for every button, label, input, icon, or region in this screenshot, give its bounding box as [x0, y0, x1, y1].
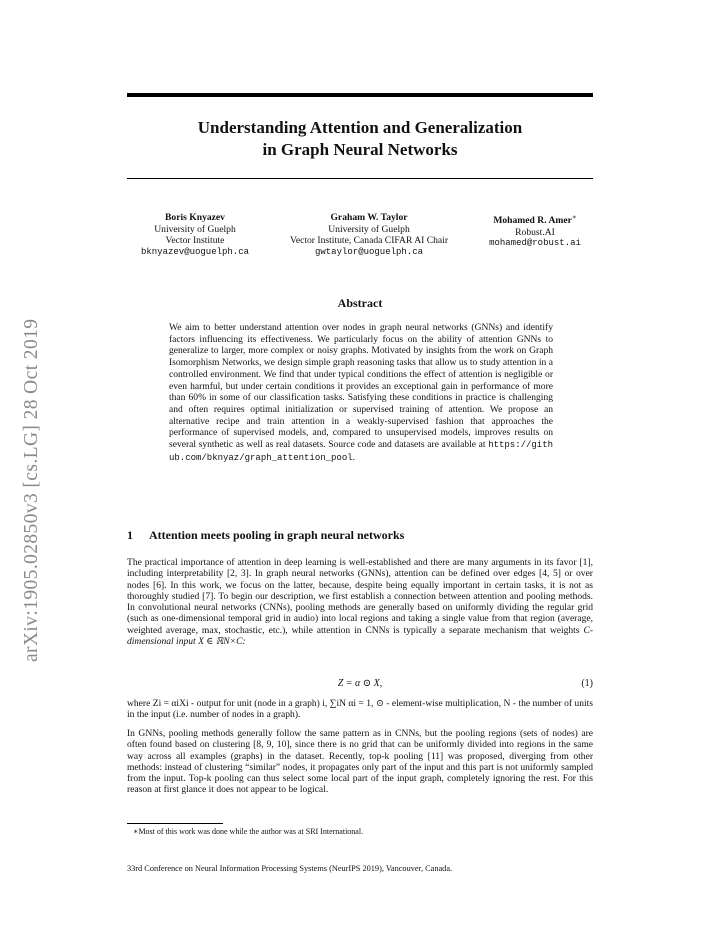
author-name: Graham W. Taylor: [330, 212, 408, 223]
title-line-1: Understanding Attention and Generalization: [197, 118, 523, 137]
author-name: Boris Knyazev: [165, 212, 225, 223]
section-number: 1: [127, 528, 133, 542]
author-name: Mohamed R. Amer∗: [493, 213, 577, 227]
author-block-2: [266, 212, 472, 258]
title-line-2: in Graph Neural Networks: [262, 140, 458, 159]
author-email: gwtaylor@uoguelph.ca: [314, 246, 424, 257]
abstract-body: We aim to better understand attention over nodes in graph neural networks (GNNs) and identify factors influencing its effectiveness. We particularly focus on the ability of attention GNNs to generalize to larger, more complex or noisy graphs. Motivated by insights from the work on Graph Isomorphism Networks, we design simple graph reasoning tasks that allow us to study attention in a controlled environment. We find that under typical conditions the effect of attention is negligible or even harmful, but under certain conditions it provides an exceptional gain in performance of more than 60% in some of our classification tasks. Satisfying these conditions in practice is challenging and often requires optimal initialization or supervised training of attention. We propose an alternative recipe and train attention in a weakly-supervised fashion that approaches the performance of supervised models, and, compared to unsupervised models, improves results on several synthetic as well as real datasets. Source code and datasets are available at https://github.com/bknyaz/graph_attention_pool.: [169, 322, 553, 463]
author-affiliation: University of Guelph: [328, 223, 410, 235]
footnote-marker: ∗: [571, 213, 577, 221]
author-block-1: [127, 212, 263, 258]
footnote: ∗Most of this work was done while the author was at SRI International.: [133, 827, 364, 836]
inline-math: C-dimensional input X ∈ ℝN×C:: [127, 624, 594, 648]
section-heading: [127, 528, 404, 543]
author-affiliation: University of Guelph: [154, 223, 236, 235]
author-affiliation: Vector Institute: [165, 235, 225, 247]
where-clause: where Zi = αiXi - output for unit (node in a graph) i, ∑iN αi = 1, ⊙ - element-wise multiplication, N - the number of units in the input (i.e. number of nodes in a graph).: [127, 698, 593, 721]
author-email: bknyazev@uoguelph.ca: [140, 246, 250, 257]
equation-number: (1): [581, 678, 593, 689]
section-title: Attention meets pooling in graph neural networks: [149, 528, 405, 542]
author-email: mohamed@robust.ai: [489, 238, 581, 249]
footnote-rule: [127, 823, 223, 824]
paragraph-1: The practical importance of attention in deep learning is well-established and there are many arguments in its favor [1], including interpretability [2, 3]. In graph neural networks (GNNs), attention can be defined over edges [4, 5] or over nodes [6]. In this work, we focus on the latter, because, despite being equally important in certain tasks, it is not as thoroughly studied [7]. To begin our description, we first establish a connection between attention and pooling methods. In convolutional neural networks (CNNs), pooling methods are generally based on uniformly dividing the regular grid (such as one-dimensional temporal grid in audio) into local regions and taking a single value from that region (average, weighted average, max, stochastic, etc.), while attention in CNNs is typically a separate mechanism that weights C-dimensional input X ∈ ℝN×C:: [127, 557, 594, 648]
abstract-heading: Abstract: [337, 296, 383, 310]
author-block-3: [476, 212, 594, 250]
title-top-rule: [127, 93, 593, 97]
equation-body: Z = α ⊙ X,: [337, 678, 383, 689]
author-affiliation: Vector Institute, Canada CIFAR AI Chair: [289, 235, 449, 247]
author-affiliation: Robust.AI: [515, 226, 555, 238]
abstract-text: We aim to better understand attention over nodes in graph neural networks (GNNs) and identify factors influencing its effectiveness. We particularly focus on the ability of attention GNNs to generalize to larger, more complex or noisy graphs. Motivated by insights from the work on Graph Isomorphism Networks, we design simple graph reasoning tasks that allow us to study attention in a controlled environment. We find that under typical conditions the effect of attention is negligible or even harmful, but under certain conditions it provides an exceptional gain in performance of more than 60% in some of our classification tasks. Satisfying these conditions in practice is challenging and often requires optimal initialization or supervised training of attention. We propose an alternative recipe and train attention in a weakly-supervised fashion that approaches the performance of supervised models, and, compared to unsupervised models, improves results on several synthetic as well as real datasets. Source code and datasets are available at: [169, 322, 553, 451]
conference-note: 33rd Conference on Neural Information Processing Systems (NeurIPS 2019), Vancouver, Canada.: [127, 864, 453, 873]
source-code-link[interactable]: https://github.com/bknyaz/graph_attention_pool: [169, 440, 553, 463]
arxiv-identifier: arXiv:1905.02850v3 [cs.LG] 28 Oct 2019: [21, 318, 42, 662]
paragraph-2: In GNNs, pooling methods generally follow the same pattern as in CNNs, but the pooling regions (sets of nodes) are often found based on clustering [8, 9, 10], since there is no grid that can be uniformly divided into regions in the same way across all examples (graphs) in the dataset. Recently, top-k pooling [11] was proposed, diverging from other methods: instead of clustering “similar” nodes, it propagates only part of the input and this part is not uniformly sampled from the input. Top-k pooling can thus select some local part of the input graph, completely ignoring the rest. For this reason at first glance it does not appear to be logical.: [127, 728, 593, 796]
title-bottom-rule: [127, 178, 593, 179]
paper-title: [127, 117, 593, 161]
